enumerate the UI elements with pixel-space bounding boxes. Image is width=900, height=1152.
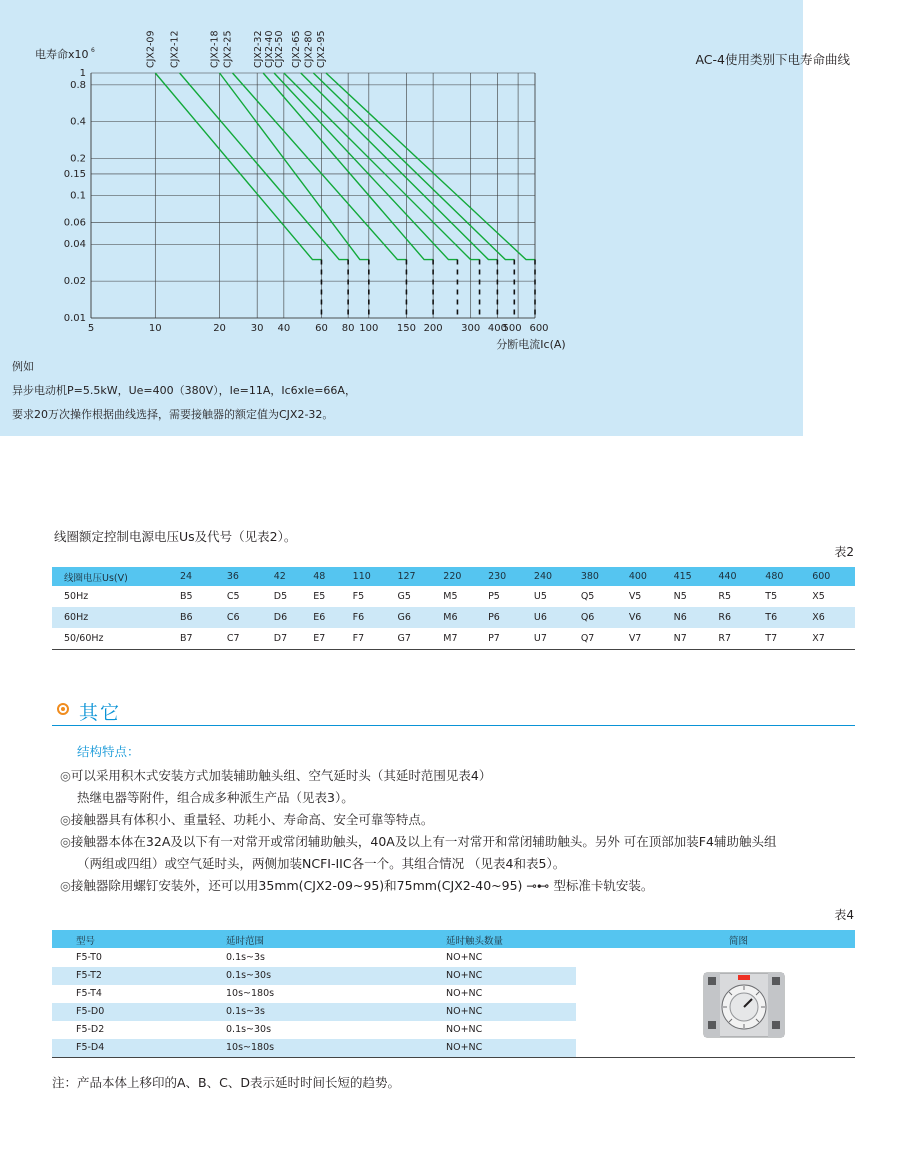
- x-tick-label: 60: [315, 323, 328, 334]
- table-row: [52, 1003, 576, 1021]
- section-divider: [52, 725, 855, 726]
- table-row: [52, 967, 576, 985]
- table-cell: V6: [629, 607, 674, 628]
- cell-model: F5-T0: [76, 952, 102, 963]
- circle-bullet-icon: ◎: [60, 834, 71, 849]
- cell-model: F5-D4: [76, 1042, 105, 1053]
- table-cell: 415: [674, 567, 719, 586]
- feature-item-4: [60, 877, 653, 895]
- cell-range: 0.1s~3s: [226, 1006, 266, 1017]
- table-cell: 240: [534, 567, 581, 586]
- row-label-cell: 50Hz: [64, 591, 89, 602]
- cell-model: F5-T4: [76, 988, 102, 999]
- x-tick-label: 100: [359, 323, 379, 334]
- table-cell: B6: [180, 607, 227, 628]
- table-cell: 480: [765, 567, 812, 586]
- table-cell: D7: [274, 628, 313, 650]
- x-tick-label: 150: [396, 323, 416, 334]
- cell-contacts: NO+NC: [446, 952, 483, 963]
- table-cell: 220: [443, 567, 488, 586]
- x-axis-label: 分断电流Ic(A): [496, 338, 566, 351]
- table-cell: G6: [397, 607, 443, 628]
- series-label: CJX2-25: [222, 30, 234, 68]
- cell-range: 0.1s~30s: [226, 1024, 272, 1035]
- y-tick-label: 0.8: [70, 79, 86, 91]
- coil-voltage-table: [52, 567, 855, 650]
- page-title: AC-4使用类别下电寿命曲线: [695, 52, 850, 67]
- table-cell: 24: [180, 567, 227, 586]
- table-cell: G7: [397, 628, 443, 650]
- table-cell: R6: [718, 607, 765, 628]
- table-cell: 600: [812, 567, 855, 586]
- section-bullet-icon: [57, 703, 69, 715]
- table-cell: 42: [274, 567, 313, 586]
- feature-item-1: [60, 767, 491, 785]
- col-contacts: 延时触头数量: [446, 936, 504, 947]
- table-cell: Q5: [580, 591, 595, 602]
- example-heading: 例如: [12, 360, 34, 373]
- table-cell: F5: [352, 591, 365, 602]
- cell-range: 10s~180s: [226, 988, 275, 999]
- x-tick-label: 300: [461, 323, 481, 334]
- series-line: [274, 73, 457, 260]
- table-cell: T6: [765, 607, 812, 628]
- y-axis-label: 电寿命x10: [35, 48, 89, 61]
- table-cell: F6: [353, 607, 398, 628]
- x-tick-label: 20: [213, 323, 226, 334]
- series-label: CJX2-95: [315, 30, 327, 68]
- table-row: [52, 1039, 576, 1057]
- feature-item-2: [60, 811, 433, 829]
- table-cell: M7: [443, 628, 488, 650]
- series-label: CJX2-18: [209, 30, 221, 68]
- section-subtitle: 结构特点：: [77, 744, 140, 759]
- table-cell: M5: [443, 591, 458, 602]
- series-label: CJX2-12: [169, 30, 181, 68]
- series-line: [155, 73, 321, 260]
- feature-item-3-cont: （两组或四组）或空气延时头，两侧加装NCFI-IIC各一个。其组合情况 （见表4和表5）。: [77, 856, 566, 871]
- table-cell: 48: [313, 567, 352, 586]
- x-tick-label: 80: [341, 323, 355, 334]
- cell-model: F5-D2: [76, 1024, 105, 1035]
- table-cell: P7: [488, 628, 534, 650]
- life-curve-chart: [0, 0, 803, 436]
- table-cell: U7: [534, 628, 581, 650]
- table-row: [52, 607, 855, 628]
- cell-range: 10s~180s: [226, 1042, 275, 1053]
- x-tick-label: 600: [529, 323, 549, 334]
- table2-header-row: [52, 567, 855, 586]
- table-cell: M6: [443, 607, 488, 628]
- table-cell: X5: [812, 591, 825, 602]
- cell-contacts: NO+NC: [446, 988, 483, 999]
- feature-text: 可以采用积木式安装方式加装辅助触头组、空气延时头（其延时范围见表4）: [70, 768, 492, 783]
- table-cell: R5: [718, 591, 732, 602]
- y-tick-label: 0.01: [63, 313, 86, 324]
- table-cell: 127: [397, 567, 443, 586]
- row-label-cell: 50/60Hz: [52, 628, 180, 650]
- cell-model: F5-T2: [76, 970, 102, 981]
- table-cell: T7: [765, 628, 812, 650]
- table-cell: V5: [628, 591, 642, 602]
- table-row: [52, 985, 576, 1003]
- table4-header: [52, 930, 855, 948]
- col-range: 延时范围: [226, 936, 265, 947]
- table-cell: E5: [313, 591, 326, 602]
- y-tick-label: 0.1: [70, 190, 86, 202]
- x-tick-label: 30: [250, 323, 264, 334]
- table-cell: G5: [397, 591, 411, 602]
- y-tick-label: 0.04: [63, 239, 86, 251]
- table-cell: P6: [488, 607, 534, 628]
- series-line: [284, 73, 480, 260]
- table-cell: 440: [718, 567, 765, 586]
- feature-item-1-cont: 热继电器等附件，组合成多种派生产品（见表3）。: [77, 790, 354, 805]
- table-cell: 36: [227, 567, 274, 586]
- y-tick-label: 1: [79, 68, 86, 79]
- table-cell: X7: [812, 628, 855, 650]
- table2-label: 表2: [834, 545, 854, 559]
- cell-range: 0.1s~3s: [226, 952, 266, 963]
- cell-contacts: NO+NC: [446, 1006, 483, 1017]
- table-cell: 380: [581, 567, 629, 586]
- cell-contacts: NO+NC: [446, 970, 483, 981]
- y-tick-label: 0.2: [70, 153, 86, 165]
- footnote: 注：产品本体上移印的A、B、C、D表示延时时间长短的趋势。: [52, 1075, 400, 1090]
- feature-text: 接触器本体在32A及以下有一对常开或常闭辅助触头，40A及以上有一对常开和常闭辅助触头。另外 可在顶部加装F4辅助触头组: [70, 834, 777, 849]
- table-row: [52, 628, 855, 650]
- section-title: 其它: [79, 702, 122, 724]
- series-line: [326, 73, 535, 260]
- table-cell: Q6: [581, 607, 629, 628]
- table-cell: N6: [674, 607, 719, 628]
- chart-panel: [0, 0, 803, 436]
- series-line: [220, 73, 369, 260]
- series-label: CJX2-50: [273, 30, 285, 68]
- table-cell: E7: [313, 628, 352, 650]
- x-tick-label: 200: [423, 323, 443, 334]
- table-cell: B7: [180, 628, 227, 650]
- col-model: 型号: [76, 936, 96, 947]
- table-cell: R7: [718, 628, 765, 650]
- table-cell: C5: [226, 591, 240, 602]
- table-cell: N5: [673, 591, 687, 602]
- table4-label: 表4: [834, 908, 854, 922]
- row-label-cell: 线圈电压Us(V): [52, 567, 180, 586]
- y-tick-label: 0.02: [63, 276, 86, 288]
- y-tick-label: 0.15: [63, 168, 86, 180]
- table-cell: 400: [629, 567, 674, 586]
- table-cell: U5: [533, 591, 547, 602]
- table4-bottom-rule: [52, 1057, 855, 1058]
- table-cell: C6: [227, 607, 274, 628]
- y-tick-label: 0.4: [70, 116, 86, 128]
- col-image: 简图: [729, 936, 749, 947]
- table-cell: 110: [353, 567, 398, 586]
- series-label: CJX2-65: [290, 30, 302, 68]
- table2-caption: 线圈额定控制电源电压Us及代号（见表2）。: [54, 529, 297, 544]
- x-tick-label: 400: [487, 323, 507, 334]
- series-label: CJX2-32: [253, 30, 265, 68]
- series-line: [180, 73, 349, 260]
- table-cell: P5: [488, 591, 500, 602]
- row-label-cell: 60Hz: [52, 607, 180, 628]
- x-tick-label: 40: [277, 323, 291, 334]
- table-cell: T5: [765, 591, 778, 602]
- feature-item-3: [60, 833, 776, 851]
- x-tick-label: 500: [502, 323, 522, 334]
- table-cell: E6: [313, 607, 352, 628]
- cell-range: 0.1s~30s: [226, 970, 272, 981]
- table-cell: V7: [629, 628, 674, 650]
- example-line-2: 要求20万次操作根据曲线选择，需要接触器的额定值为CJX2-32。: [12, 408, 334, 421]
- table-cell: D5: [273, 591, 288, 602]
- table-row: [52, 949, 576, 967]
- table-cell: N7: [674, 628, 719, 650]
- table-cell: X6: [812, 607, 855, 628]
- y-axis-label-superscript: 6: [91, 47, 95, 54]
- table-row: [52, 586, 855, 607]
- cell-contacts: NO+NC: [446, 1042, 483, 1053]
- table-row: [52, 1021, 576, 1039]
- table-cell: Q7: [581, 628, 629, 650]
- feature-text: 接触器除用螺钉安装外，还可以用35mm(CJX2-09~95)和75mm(CJX2-40~95) ⊸⊷ 型标准卡轨安装。: [70, 878, 654, 893]
- table-cell: 230: [488, 567, 534, 586]
- example-line-1: 异步电动机P=5.5kW，Ue=400（380V），Ie=11A，Ic6xIe=66A，: [12, 384, 356, 397]
- y-tick-label: 0.06: [63, 217, 86, 229]
- series-label: CJX2-09: [145, 30, 157, 68]
- series-label: CJX2-40: [264, 30, 276, 68]
- circle-bullet-icon: ◎: [60, 768, 71, 783]
- table-cell: C7: [227, 628, 274, 650]
- table-cell: F7: [353, 628, 398, 650]
- table-cell: B5: [179, 591, 193, 602]
- circle-bullet-icon: ◎: [60, 878, 71, 893]
- cell-model: F5-D0: [76, 1006, 105, 1017]
- table-cell: D6: [274, 607, 313, 628]
- cell-contacts: NO+NC: [446, 1024, 483, 1035]
- series-label: CJX2-80: [303, 30, 315, 68]
- x-tick-label: 5: [87, 323, 95, 334]
- timer-module-image: [702, 969, 786, 1041]
- x-tick-label: 10: [148, 323, 162, 334]
- table-cell: U6: [534, 607, 581, 628]
- circle-bullet-icon: ◎: [60, 812, 71, 827]
- feature-text: 接触器具有体积小、重量轻、功耗小、寿命高、安全可靠等特点。: [70, 812, 434, 827]
